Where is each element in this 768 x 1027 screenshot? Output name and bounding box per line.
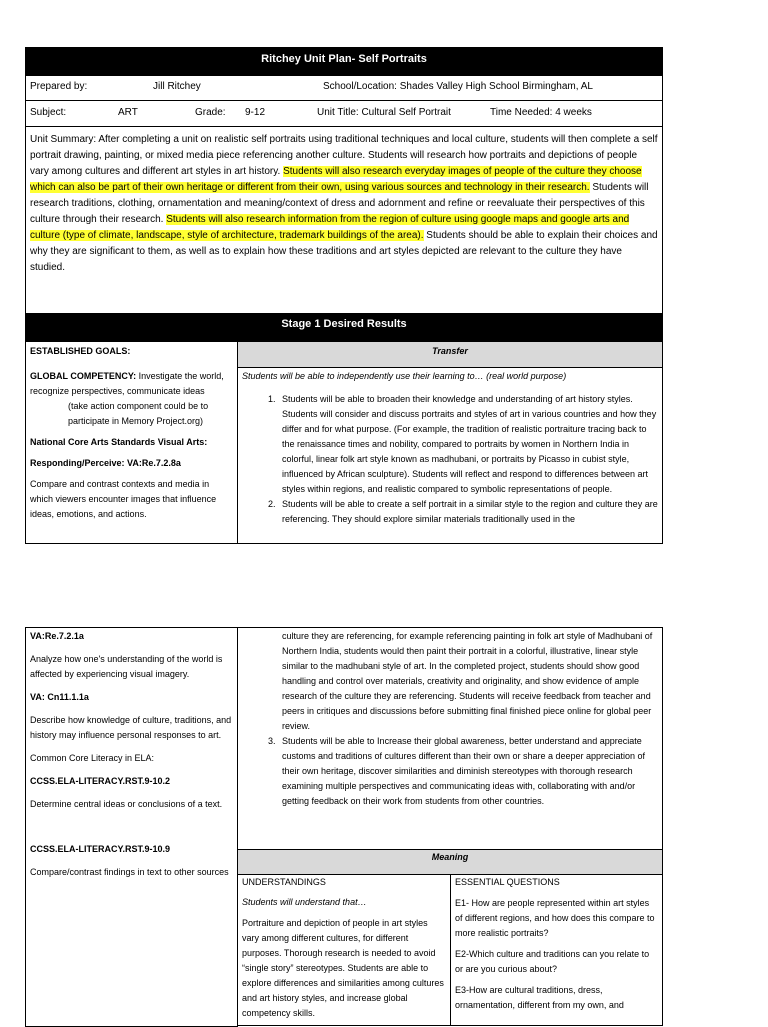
summary-text-2: Students will research traditions, clothing, ornamentation and meaning/context of dress and adornment and refine or reevaluate their perspectives of this culture through their research. [30,182,649,225]
summary-text-1: Unit Summary: After completing a unit on realistic self portraits using traditional techniques and local culture, students will then complete a self portrait drawing, painting, or mixed media piece referencing another culture. Students will research how portraits and depictions of people vary among cultures and different art styles in art history. [30,134,658,177]
summary-highlight-2: Students will also research information from the region of culture using google maps and google arts and culture (type of climate, landscape, style of architecture, trademark buildings of the area). [30,214,630,241]
prepared-label: Prepared by: [30,81,88,92]
grade-value: 9-12 [245,107,266,118]
prepared-row [25,75,663,101]
standard-re721a-text: Analyze how one's understanding of the world is affected by experiencing visual imagery. [30,654,223,679]
understandings-header: UNDERSTANDINGS [242,877,326,887]
school-location: School/Location: Shades Valley High School Birmingham, AL [323,81,593,92]
ela-standard-2: CCSS.ELA-LITERACY.RST.9-10.9 [30,844,171,854]
stage1-title: Stage 1 Desired Results [25,313,663,342]
essential-question-1: E1- How are people represented within art styles of different regions, and how does this compare to more realistic portraits? [455,898,655,938]
unit-title: Unit Title: Cultural Self Portrait [317,107,451,118]
transfer-list [242,392,658,527]
established-goals-cell-continued [25,627,238,1027]
ela-standard-2-text: Compare/contrast findings in text to other sources [30,867,229,877]
established-goals-cell [25,341,238,544]
summary-highlight-1: Students will also research everyday images of people of the culture they choose which can also be part of their own heritage or different from their own, using various sources and technology in their research. [30,166,642,193]
transfer-item-2-start: 2. Students will be able to create a self portrait in a similar style to the region and culture they are referencing. They should explore similar materials traditionally used in the [278,497,658,527]
transfer-header: Transfer [237,341,663,368]
ncas-heading: National Core Arts Standards Visual Arts: [30,437,208,447]
standard-cn1111a-text: Describe how knowledge of culture, traditions, and history may influence personal responses to art. [30,715,232,740]
subject-row [25,100,663,127]
transfer-list-continued [242,629,658,734]
responding-standard: Responding/Perceive: VA:Re.7.2.8a [30,458,181,468]
essential-questions-header: ESSENTIAL QUESTIONS [455,877,560,887]
understandings-intro: Students will understand that… [242,897,367,907]
standard-cn1111a: VA: Cn11.1.1a [30,692,89,702]
transfer-item-1: 1. Students will be able to broaden their knowledge and understanding of art history styles. Students will consider and discuss portraits and styles of art in various countries and how they differ and for what purpose. (For example, the tradition of realistic portraiture tracing back to the renaissance times and nobility, compared to portraits by women in Northern India in colorful, linear folk art style known as madhubani, or portraits by Picasso in cubist style, influenced by African sculpture). Students will reflect and respond to differences between art styles within regions, and realistic compared to symbolic representations of people. [278,392,658,497]
essential-questions-cell [450,874,663,1026]
global-competency-label: GLOBAL COMPETENCY: [30,371,137,381]
transfer-item-2-end: culture they are referencing, for example referencing painting in folk art style of Madhubani of Northern India, students would then paint their portrait in a colorful, illustrative, linear style similar to the madhubani style of art. In the completed project, students should show good handling and control over materials, creativity and originality, and show evidence of ample research of the culture they are referencing. Students will receive feedback from teacher and peers in critiques and discussions before submitting final finished piece online for global peer review. [282,631,653,731]
summary-text-3: Students should be able to explain their choices and why they are significant to them, as well as to explain how these traditions and art styles depicted are relevant to the culture they have studied. [30,230,658,273]
unit-summary [25,126,663,314]
global-competency-note: (take action component could be to participate in Memory Project.org) [68,401,209,426]
transfer-intro: Students will be able to independently use their learning to… (real world purpose) [242,371,567,381]
essential-question-2: E2-Which culture and traditions can you relate to or are you curious about? [455,949,650,974]
ela-standard-1: CCSS.ELA-LITERACY.RST.9-10.2 [30,776,171,786]
unit-plan-title: Ritchey Unit Plan- Self Portraits [25,47,663,75]
understandings-cell [237,874,451,1026]
essential-question-3: E3-How are cultural traditions, dress, ornamentation, different from my own, and [455,985,624,1010]
transfer-list-item3 [242,734,658,809]
established-goals-header: ESTABLISHED GOALS: [30,346,131,356]
global-competency-text: Investigate the world, recognize perspectives, communicate ideas [30,371,224,396]
transfer-item-3: 3. Students will be able to Increase their global awareness, better understand and appreciate customs and traditions of cultures different than their own or share a deeper appreciation of their own heritage, discover similarities and diminish stereotypes with thorough research examining multiple perspectives and communicating ideas with, collaborating with and/or getting feedback on their work from students from other countries. [278,734,658,809]
transfer-cell-continued [237,627,663,850]
understandings-text: Portraiture and depiction of people in art styles vary among different cultures, for different purposes. Thorough research is needed to avoid “single story” stereotypes. Students are able to explore differences and similarities among cultures and art history styles, and increase global competency skills. [242,918,444,1018]
subject-value: ART [118,107,138,118]
prepared-value: Jill Ritchey [153,81,201,92]
subject-label: Subject: [30,107,67,118]
standard-re721a: VA:Re.7.2.1a [30,631,84,641]
time-needed: Time Needed: 4 weeks [490,107,592,118]
ela-standard-1-text: Determine central ideas or conclusions of a text. [30,799,223,809]
common-core-heading: Common Core Literacy in ELA: [30,753,155,763]
meaning-header: Meaning [237,849,663,875]
transfer-cell [237,367,663,544]
grade-label: Grade: [195,107,226,118]
responding-standard-text: Compare and contrast contexts and media in which viewers encounter images that influence ideas, emotions, and actions. [30,479,217,519]
